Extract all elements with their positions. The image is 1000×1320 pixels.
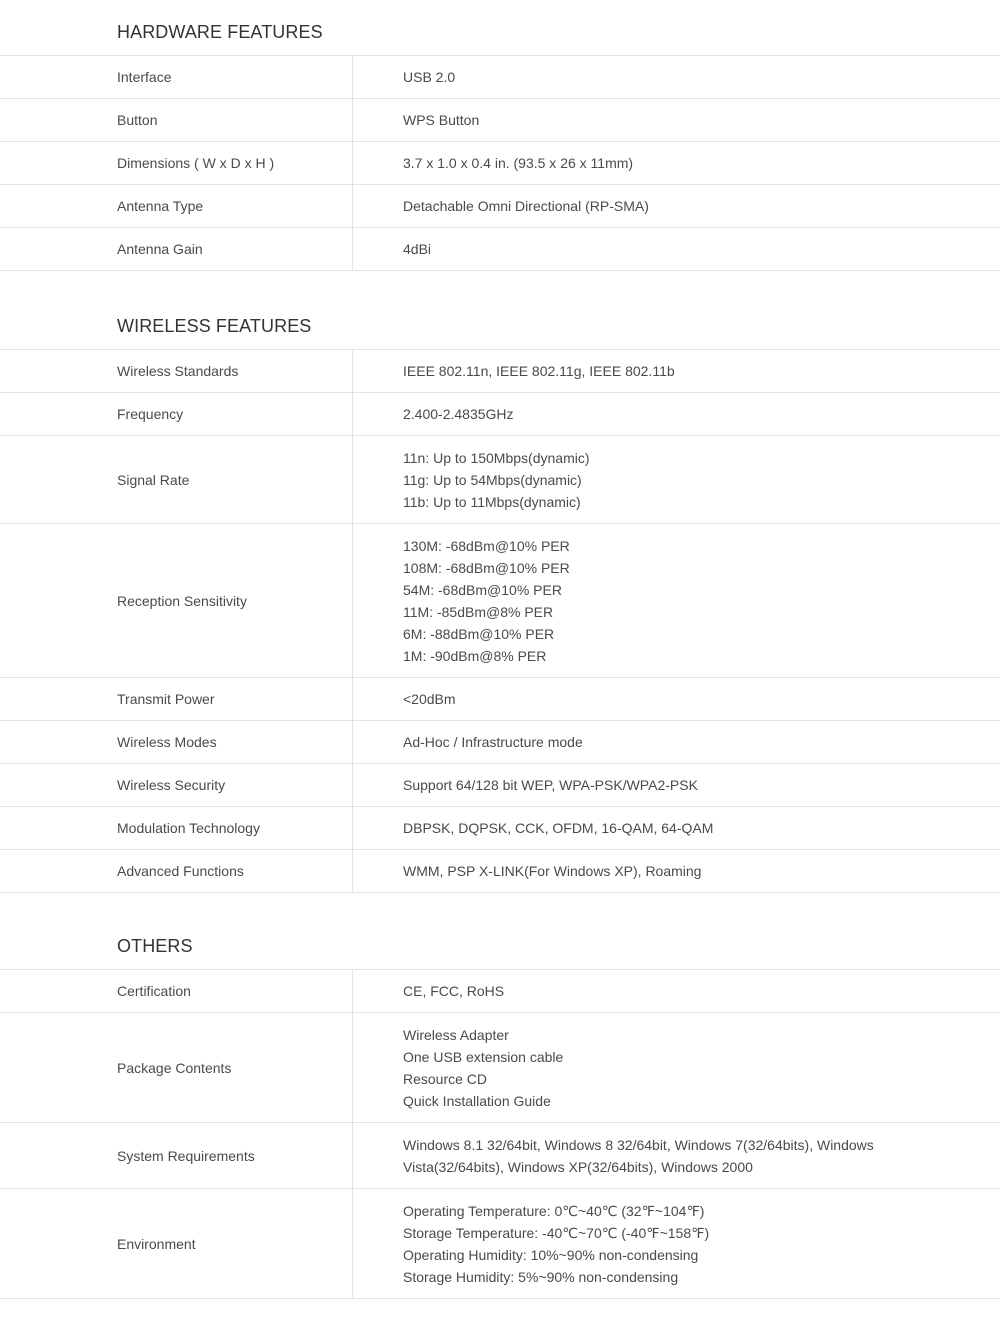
spec-value xyxy=(353,850,1000,892)
spec-value xyxy=(353,524,1000,677)
spec-value-line: Windows 8.1 32/64bit, Windows 8 32/64bit, Windows 7(32/64bits), Windows xyxy=(403,1136,874,1153)
spec-value xyxy=(353,56,1000,98)
spec-value-line: 11n: Up to 150Mbps(dynamic) xyxy=(403,449,590,466)
spec-label: Transmit Power xyxy=(0,678,353,720)
spec-row-reception-sensitivity xyxy=(0,524,1000,678)
spec-value-line: 2.400-2.4835GHz xyxy=(403,406,514,422)
spec-row-modulation-technology xyxy=(0,807,1000,850)
spec-row-system-requirements xyxy=(0,1123,1000,1189)
spec-value-line: Storage Humidity: 5%~90% non-condensing xyxy=(403,1268,679,1285)
spec-value-line: WPS Button xyxy=(403,112,480,128)
spec-label: Wireless Standards xyxy=(0,350,353,392)
spec-value xyxy=(353,807,1000,849)
spec-label: Wireless Security xyxy=(0,764,353,806)
spec-value-line: 11M: -85dBm@8% PER xyxy=(403,603,554,620)
spec-value-line: IEEE 802.11n, IEEE 802.11g, IEEE 802.11b xyxy=(403,363,675,379)
spec-value xyxy=(353,228,1000,270)
spec-value-line: Ad-Hoc / Infrastructure mode xyxy=(403,734,583,750)
spec-value-line: Quick Installation Guide xyxy=(403,1092,551,1109)
spec-row-certification xyxy=(0,970,1000,1013)
spec-value-line: Support 64/128 bit WEP, WPA-PSK/WPA2-PSK xyxy=(403,777,698,793)
spec-value xyxy=(353,970,1000,1012)
spec-value-line: Resource CD xyxy=(403,1070,488,1087)
spec-row-dimensions-w-x-d-x-h xyxy=(0,142,1000,185)
spec-label: Antenna Type xyxy=(0,185,353,227)
spec-value xyxy=(353,1189,1000,1298)
spec-value-line: 11b: Up to 11Mbps(dynamic) xyxy=(403,493,581,510)
spec-label: Dimensions ( W x D x H ) xyxy=(0,142,353,184)
spec-value xyxy=(353,142,1000,184)
spec-value-line: 108M: -68dBm@10% PER xyxy=(403,559,570,576)
spec-label: Antenna Gain xyxy=(0,228,353,270)
spec-label: Signal Rate xyxy=(0,436,353,523)
spec-value-line: 1M: -90dBm@8% PER xyxy=(403,647,547,664)
spec-value-line: 130M: -68dBm@10% PER xyxy=(403,537,570,554)
spec-row-antenna-gain xyxy=(0,228,1000,271)
spec-label: Certification xyxy=(0,970,353,1012)
spec-value-line: Operating Temperature: 0℃~40℃ (32℉~104℉) xyxy=(403,1202,705,1219)
spec-label: Reception Sensitivity xyxy=(0,524,353,677)
spec-row-signal-rate xyxy=(0,436,1000,524)
spec-value-line: 11g: Up to 54Mbps(dynamic) xyxy=(403,471,582,488)
spec-row-advanced-functions xyxy=(0,850,1000,893)
spec-row-antenna-type xyxy=(0,185,1000,228)
spec-label: Wireless Modes xyxy=(0,721,353,763)
spec-value xyxy=(353,185,1000,227)
spec-value-line: 4dBi xyxy=(403,241,432,257)
spec-row-wireless-modes xyxy=(0,721,1000,764)
spec-row-wireless-standards xyxy=(0,350,1000,393)
spec-value-line: DBPSK, DQPSK, CCK, OFDM, 16-QAM, 64-QAM xyxy=(403,820,714,836)
spec-value-line: Storage Temperature: -40℃~70℃ (-40℉~158℉) xyxy=(403,1224,710,1241)
spec-row-button xyxy=(0,99,1000,142)
spec-label: Advanced Functions xyxy=(0,850,353,892)
spec-value xyxy=(353,1013,1000,1122)
spec-label: Button xyxy=(0,99,353,141)
spec-value-line: Vista(32/64bits), Windows XP(32/64bits), Windows 2000 xyxy=(403,1158,753,1175)
section-title: OTHERS xyxy=(0,914,1000,970)
spec-value-line: 3.7 x 1.0 x 0.4 in. (93.5 x 26 x 11mm) xyxy=(403,155,634,171)
spec-row-interface xyxy=(0,56,1000,99)
spec-value xyxy=(353,1123,1000,1188)
spec-value xyxy=(353,721,1000,763)
spec-value xyxy=(353,393,1000,435)
spec-row-transmit-power xyxy=(0,678,1000,721)
spec-label: Interface xyxy=(0,56,353,98)
spec-value-line: <20dBm xyxy=(403,691,456,707)
spec-value-line: WMM, PSP X-LINK(For Windows XP), Roaming xyxy=(403,863,702,879)
spec-label: Frequency xyxy=(0,393,353,435)
section-title: WIRELESS FEATURES xyxy=(0,294,1000,350)
spec-value xyxy=(353,764,1000,806)
spec-label: Environment xyxy=(0,1189,353,1298)
spec-row-wireless-security xyxy=(0,764,1000,807)
spec-value-line: 54M: -68dBm@10% PER xyxy=(403,581,562,598)
spec-row-environment xyxy=(0,1189,1000,1299)
spec-label: Modulation Technology xyxy=(0,807,353,849)
section-wireless-features xyxy=(0,294,1000,893)
spec-label: Package Contents xyxy=(0,1013,353,1122)
spec-value xyxy=(353,99,1000,141)
spec-label: System Requirements xyxy=(0,1123,353,1188)
spec-value-line: Wireless Adapter xyxy=(403,1026,509,1043)
spec-value-line: Operating Humidity: 10%~90% non-condensing xyxy=(403,1246,699,1263)
spec-row-package-contents xyxy=(0,1013,1000,1123)
spec-value xyxy=(353,350,1000,392)
spec-value-line: One USB extension cable xyxy=(403,1048,564,1065)
spec-value xyxy=(353,436,1000,523)
section-title: HARDWARE FEATURES xyxy=(0,0,1000,56)
spec-value xyxy=(353,678,1000,720)
spec-value-line: CE, FCC, RoHS xyxy=(403,983,505,999)
spec-value-line: USB 2.0 xyxy=(403,69,456,85)
spec-row-frequency xyxy=(0,393,1000,436)
spec-value-line: 6M: -88dBm@10% PER xyxy=(403,625,555,642)
spec-value-line: Detachable Omni Directional (RP-SMA) xyxy=(403,198,649,214)
section-hardware-features xyxy=(0,0,1000,271)
section-others xyxy=(0,914,1000,1299)
